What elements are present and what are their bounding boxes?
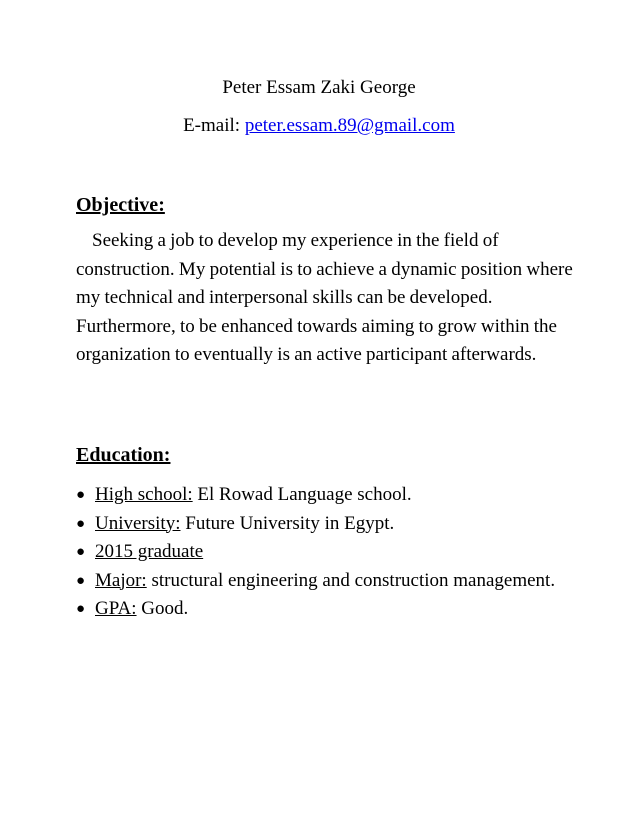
bullet-icon: ● xyxy=(76,601,86,617)
bullet-icon: ● xyxy=(76,487,86,503)
edu-label: Major: xyxy=(95,569,147,591)
edu-value: structural engineering and construction management. xyxy=(146,569,556,591)
email-label: E-mail: xyxy=(183,115,245,136)
education-list xyxy=(76,481,576,624)
list-item-university xyxy=(76,510,576,539)
list-item-gpa xyxy=(76,595,576,624)
objective-text: Seeking a job to develop my experience in the field of construction. My potential is to achieve a dynamic position where my technical and interpersonal skills can be developed. Furthermore, to be enhanced towards aiming to grow within the organization to eventually is an active participant afterwards. xyxy=(76,230,573,365)
email-line xyxy=(0,113,638,139)
objective-heading: Objective: xyxy=(76,194,165,216)
education-heading: Education: xyxy=(76,444,171,466)
list-item-major xyxy=(76,567,576,596)
edu-value: El Rowad Language school. xyxy=(192,484,412,505)
edu-label: 2015 graduate xyxy=(95,541,204,562)
edu-label: University: xyxy=(95,512,181,534)
bullet-icon: ● xyxy=(76,515,86,532)
bullet-icon: ● xyxy=(76,544,86,560)
edu-value: Good. xyxy=(136,598,189,619)
edu-label: GPA: xyxy=(95,598,137,619)
edu-label: High school: xyxy=(95,484,193,505)
email-link[interactable]: peter.essam.89@gmail.com xyxy=(244,115,455,136)
bullet-icon: ● xyxy=(76,572,86,589)
edu-value: Future University in Egypt. xyxy=(180,512,395,534)
applicant-name: Peter Essam Zaki George xyxy=(222,77,416,98)
list-item-graduation xyxy=(76,538,576,567)
list-item-high-school xyxy=(76,481,576,510)
